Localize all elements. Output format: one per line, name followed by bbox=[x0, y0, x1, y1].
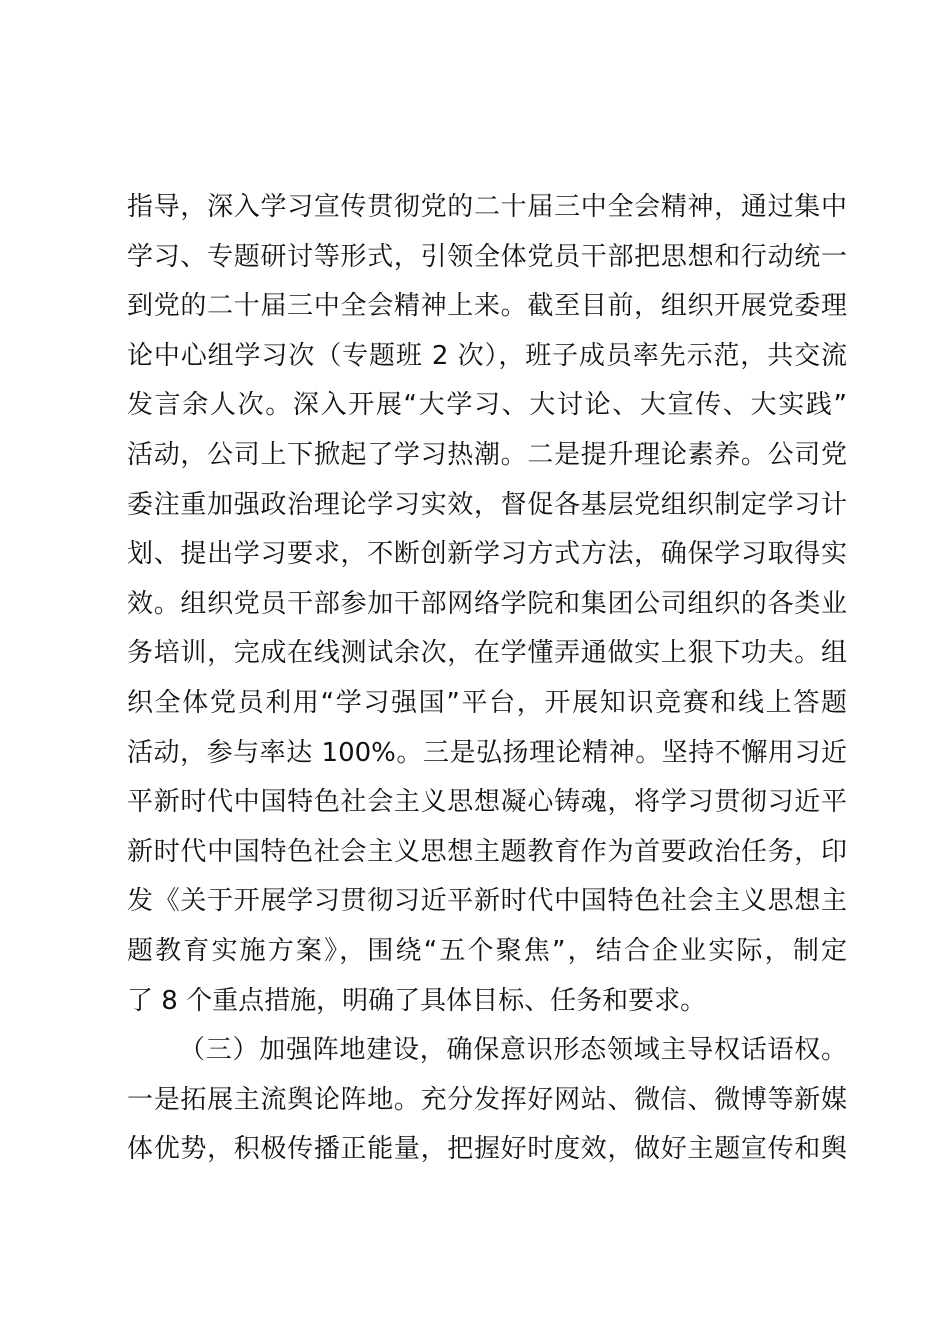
text-line: 划、提出学习要求，不断创新学习方式方法，确保学习取得实 bbox=[127, 539, 847, 570]
text-line: 效。组织党员干部参加干部网络学院和集团公司组织的各类业 bbox=[127, 588, 847, 619]
text-line: 活动，参与率达 100%。三是弘扬理论精神。坚持不懈用习近 bbox=[127, 737, 847, 768]
text-line: 务培训，完成在线测试余次，在学懂弄通做实上狠下功夫。组 bbox=[127, 638, 847, 669]
text-line: 平新时代中国特色社会主义思想凝心铸魂，将学习贯彻习近平 bbox=[127, 787, 847, 818]
text-line: 新时代中国特色社会主义思想主题教育作为首要政治任务，印 bbox=[127, 836, 847, 867]
text-line: 发《关于开展学习贯彻习近平新时代中国特色社会主义思想主 bbox=[127, 886, 847, 917]
text-line: 委注重加强政治理论学习实效，督促各基层党组织制定学习计 bbox=[127, 489, 847, 520]
text-line: 论中心组学习次（专题班 2 次），班子成员率先示范，共交流 bbox=[127, 340, 847, 371]
text-line: 发言余人次。深入开展“大学习、大讨论、大宣传、大实践” bbox=[127, 390, 847, 421]
text-line: 体优势，积极传播正能量，把握好时度效，做好主题宣传和舆 bbox=[127, 1134, 847, 1165]
text-line: 了 8 个重点措施，明确了具体目标、任务和要求。 bbox=[127, 985, 707, 1016]
text-line: 一是拓展主流舆论阵地。充分发挥好网站、微信、微博等新媒 bbox=[127, 1084, 847, 1115]
body-text bbox=[127, 183, 847, 1175]
text-line: 到党的二十届三中全会精神上来。截至目前，组织开展党委理 bbox=[127, 291, 847, 322]
text-line: 活动，公司上下掀起了学习热潮。二是提升理论素养。公司党 bbox=[127, 439, 847, 470]
section-heading: （三）加强阵地建设，确保意识形态领域主导权话语权。 bbox=[179, 1035, 847, 1066]
text-line: 学习、专题研讨等形式，引领全体党员干部把思想和行动统一 bbox=[127, 241, 847, 272]
text-line: 指导，深入学习宣传贯彻党的二十届三中全会精神，通过集中 bbox=[127, 192, 847, 222]
text-line: 题教育实施方案》，围绕“五个聚焦”，结合企业实际，制定 bbox=[127, 935, 847, 966]
text-line: 织全体党员利用“学习强国”平台，开展知识竞赛和线上答题 bbox=[127, 687, 847, 718]
